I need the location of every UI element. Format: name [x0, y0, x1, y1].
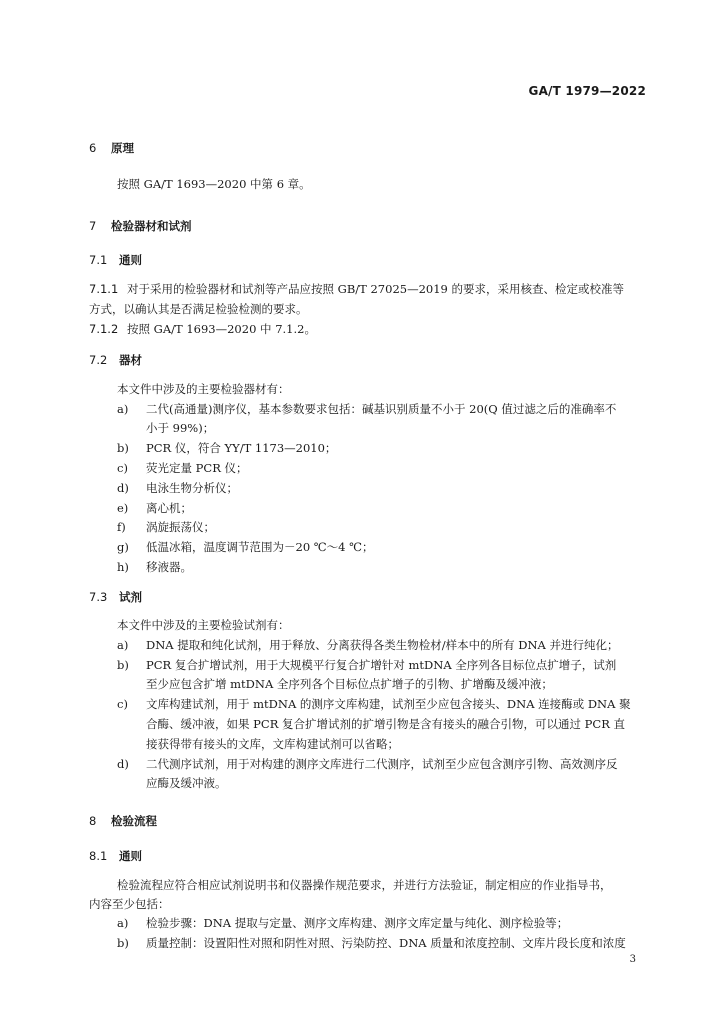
- clause-7-1-1-line-2: 方式，以确认其是否满足检验检测的要求。: [89, 302, 308, 316]
- document-code: GA/T 1979—2022: [528, 84, 646, 98]
- list-text: DNA 提取和纯化试剂，用于释放、分离获得各类生物检材/样本中的所有 DNA 并进行纯化；: [146, 638, 619, 652]
- list-item: [117, 402, 616, 416]
- section-number: 6: [89, 141, 97, 155]
- page-number: 3: [629, 954, 636, 965]
- list-label: a): [117, 402, 129, 416]
- list-label: h): [117, 560, 129, 574]
- list-item: [117, 936, 626, 950]
- list-text: 质量控制：设置阳性对照和阴性对照、污染防控、DNA 质量和浓度控制、文库片段长度和浓度: [146, 936, 626, 950]
- section-8-1-line-1: 检验流程应符合相应试剂说明书和仪器操作规范要求，并进行方法验证，制定相应的作业指导书，: [117, 878, 612, 892]
- section-title: 检验流程: [111, 814, 157, 828]
- list-text: 离心机；: [146, 501, 192, 515]
- list-text: PCR 复合扩增试剂，用于大规模平行复合扩增针对 mtDNA 全序列各目标位点扩增子，试剂: [146, 658, 617, 672]
- list-label: e): [117, 501, 129, 515]
- list-item: [117, 658, 616, 672]
- list-item-continuation: 至少应包含扩增 mtDNA 全序列各个目标位点扩增子的引物、扩增酶及缓冲液；: [146, 677, 553, 691]
- section-7-2-heading: [89, 353, 142, 367]
- list-item: [117, 540, 374, 554]
- section-number: 7.1: [89, 253, 108, 267]
- list-label: a): [117, 638, 129, 652]
- section-6-heading: [89, 141, 134, 155]
- list-label: a): [117, 916, 129, 930]
- section-number: 8: [89, 814, 97, 828]
- list-item-continuation: 合酶、缓冲液，如果 PCR 复合扩增试剂的扩增引物是含有接头的融合引物，可以通过 PCR 直: [146, 717, 626, 731]
- section-number: 7: [89, 219, 97, 233]
- list-label: f): [117, 520, 126, 534]
- section-8-heading: [89, 814, 157, 828]
- section-7-1-heading: [89, 253, 142, 267]
- section-title: 原理: [111, 141, 134, 155]
- list-item: [117, 916, 568, 930]
- section-title: 试剂: [119, 590, 142, 604]
- clause-number: 7.1.2: [89, 322, 119, 336]
- list-item: [117, 441, 336, 455]
- section-8-1-line-2: 内容至少包括：: [89, 897, 170, 911]
- list-label: d): [117, 481, 129, 495]
- list-item: [117, 520, 215, 534]
- section-7-3-heading: [89, 590, 142, 604]
- list-text: 文库构建试剂，用于 mtDNA 的测序文库构建，试剂至少应包含接头、DNA 连接酶或 DNA 聚: [146, 697, 631, 711]
- clause-7-1-1-line-1: [89, 282, 624, 296]
- section-title: 检验器材和试剂: [111, 219, 192, 233]
- section-7-3-intro: 本文件中涉及的主要检验试剂有：: [117, 618, 290, 632]
- list-label: c): [117, 461, 128, 475]
- list-item: [117, 461, 248, 475]
- list-item: [117, 638, 619, 652]
- list-text: 移液器。: [146, 560, 192, 574]
- section-6-body: 按照 GA/T 1693—2020 中第 6 章。: [117, 177, 311, 191]
- clause-text: 按照 GA/T 1693—2020 中 7.1.2。: [127, 322, 316, 336]
- list-label: g): [117, 540, 129, 554]
- section-number: 8.1: [89, 849, 108, 863]
- list-item: [117, 757, 618, 771]
- list-item-continuation: 应酶及缓冲液。: [146, 776, 227, 790]
- section-number: 7.2: [89, 353, 108, 367]
- section-title: 通则: [119, 849, 142, 863]
- list-item: [117, 501, 192, 515]
- list-text: 检验步骤：DNA 提取与定量、测序文库构建、测序文库定量与纯化、测序检验等；: [146, 916, 569, 930]
- list-item-continuation: 小于 99%)；: [146, 421, 215, 435]
- section-7-2-intro: 本文件中涉及的主要检验器材有：: [117, 382, 290, 396]
- list-item: [117, 560, 192, 574]
- section-8-1-heading: [89, 849, 142, 863]
- list-item-continuation: 接获得带有接头的文库，文库构建试剂可以省略；: [146, 737, 399, 751]
- clause-7-1-2: [89, 322, 316, 336]
- list-label: c): [117, 697, 128, 711]
- list-item: [117, 697, 631, 711]
- list-text: 涡旋振荡仪；: [146, 520, 215, 534]
- list-label: b): [117, 441, 129, 455]
- list-text: 二代测序试剂，用于对构建的测序文库进行二代测序，试剂至少应包含测序引物、高效测序反: [146, 757, 618, 771]
- section-7-heading: [89, 219, 192, 233]
- section-title: 通则: [119, 253, 142, 267]
- list-text: PCR 仪，符合 YY/T 1173—2010；: [146, 441, 337, 455]
- list-text: 二代(高通量)测序仪，基本参数要求包括：碱基识别质量不小于 20(Q 值过滤之后的准确率不: [146, 402, 617, 416]
- clause-text: 对于采用的检验器材和试剂等产品应按照 GB/T 27025—2019 的要求，采用核查、检定或校准等: [127, 282, 624, 296]
- list-label: d): [117, 757, 129, 771]
- section-number: 7.3: [89, 590, 108, 604]
- clause-number: 7.1.1: [89, 282, 119, 296]
- section-title: 器材: [119, 353, 142, 367]
- list-label: b): [117, 658, 129, 672]
- list-label: b): [117, 936, 129, 950]
- list-text: 低温冰箱，温度调节范围为－20 ℃～4 ℃；: [146, 540, 374, 554]
- list-item: [117, 481, 238, 495]
- list-text: 荧光定量 PCR 仪；: [146, 461, 248, 475]
- list-text: 电泳生物分析仪；: [146, 481, 238, 495]
